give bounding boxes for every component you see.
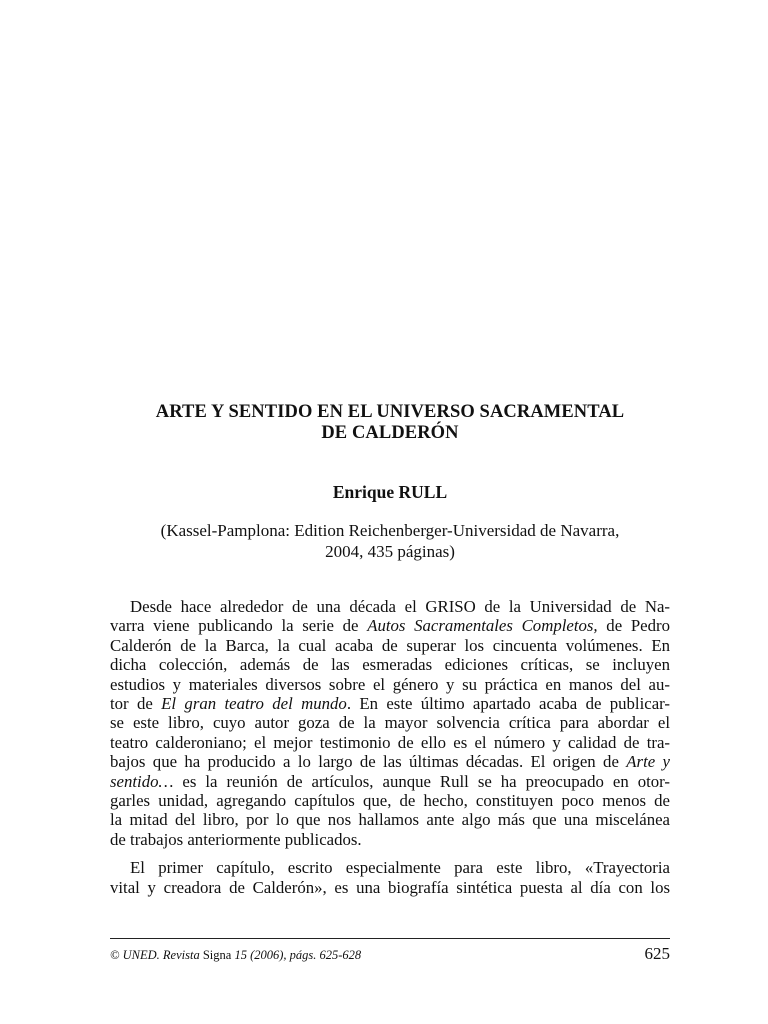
text-line: de trabajos anteriormente publicados. [110,829,362,849]
text-line: vital y creadora de Calderón», es una biografía sintética puesta al día con los [110,877,670,897]
title-line-1: ARTE Y SENTIDO EN EL UNIVERSO SACRAMENTAL [155,402,625,422]
text-line: estudios y materiales diversos sobre el género y su práctica en manos del au- [110,674,670,694]
italic-title: El gran teatro del mundo [161,694,347,714]
text-run: . En este último apartado acaba de publicar- [346,694,670,714]
review-body [110,597,670,897]
italic-title: Arte y [626,752,670,772]
publication-line-2: 2004, 435 páginas) [325,542,455,561]
publication-line-1: (Kassel-Pamplona: Edition Reichenberger-Universidad de Navarra, [160,521,620,540]
text-line: dicha colección, además de las esmeradas ediciones críticas, se incluyen [110,655,670,675]
journal-citation [110,948,361,963]
text-run: varra viene publicando la serie de [110,616,368,636]
italic-title: sentido… [110,771,174,791]
paragraph-2 [110,858,670,897]
text-run: es la reunión de artículos, aunque Rull se ha preocupado en otor- [173,771,670,791]
text-run: de Pedro [597,616,670,636]
text-line [110,752,670,771]
text-run: bajos que ha producido a lo largo de las últimas décadas. El origen de [110,752,627,772]
paragraph-gap [110,849,670,858]
title-line-2: DE CALDERÓN [321,423,459,443]
text-line: garles unidad, agregando capítulos que, de hecho, constituyen poco menos de [110,791,670,811]
text-line: El primer capítulo, escrito especialmente para este libro, «Trayectoria [130,858,670,878]
text-line [110,616,670,635]
text-line [110,694,670,713]
article-title [110,402,670,444]
italic-title: Autos Sacramentales Completos, [367,616,598,636]
text-line [110,772,670,791]
text-line: Calderón de la Barca, la cual acaba de superar los cincuenta volúmenes. En [110,635,670,655]
text-line: se este libro, cuyo autor goza de la mayor solvencia crítica para abordar el [110,713,670,733]
text-run: tor de [110,694,162,714]
journal-name: Signa [202,948,232,962]
citation-part: © UNED. Revista [110,948,203,962]
author-name: Enrique RULL [332,482,448,502]
footer-rule [110,938,670,939]
text-line: Desde hace alrededor de una década el GRISO de la Universidad de Na- [130,597,670,616]
text-line: la mitad del libro, por lo que nos hallamos ante algo más que una miscelánea [110,810,670,830]
citation-part: 15 (2006), págs. 625-628 [231,948,362,962]
text-line: teatro calderoniano; el mejor testimonio de ello es el número y calidad de tra- [110,732,670,752]
page-footer [110,944,670,964]
page-number: 625 [644,944,670,963]
publication-info [110,520,670,562]
paragraph-1 [110,597,670,849]
